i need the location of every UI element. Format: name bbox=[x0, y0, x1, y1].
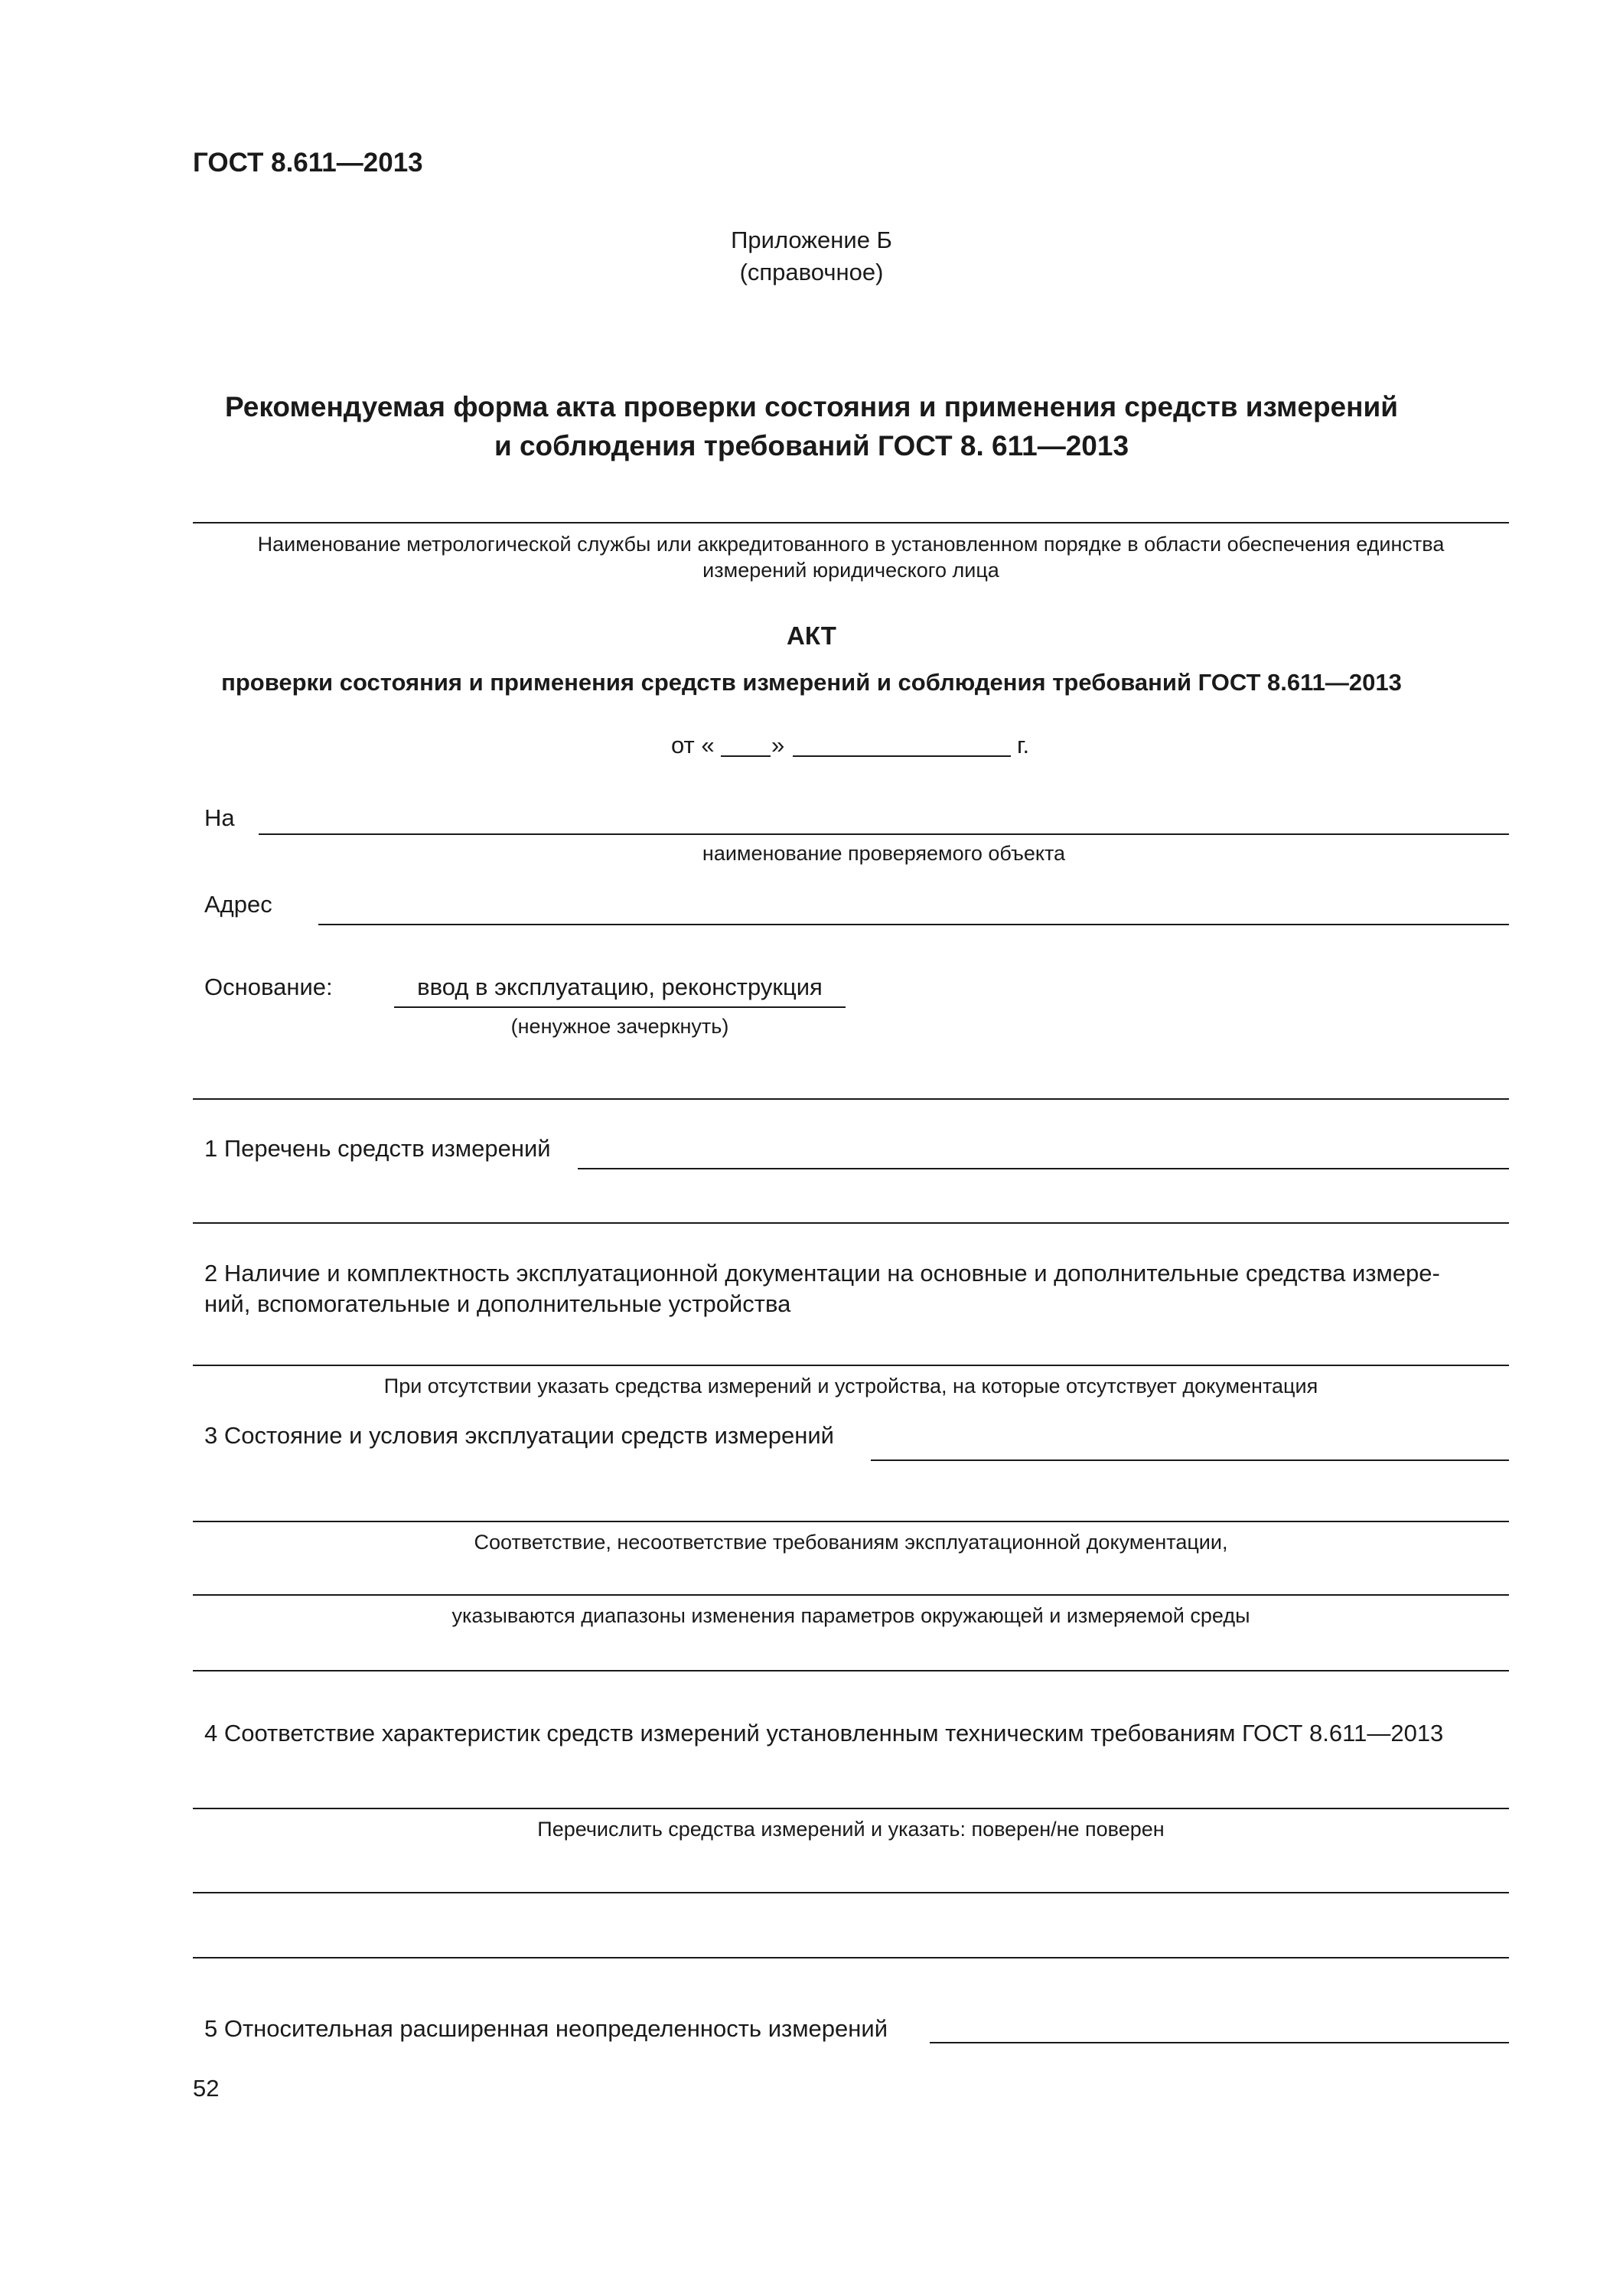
date-mid: » bbox=[771, 732, 785, 758]
section-3-caption2: указываются диапазоны изменения параметров окружающей и измеряемой среды bbox=[451, 1604, 1250, 1627]
address-field[interactable] bbox=[318, 924, 1509, 925]
section-4-caption: Перечислить средства измерений и указать: поверен/не поверен bbox=[537, 1818, 1165, 1841]
section-3-caption1: Соответствие, несоответствие требованиям эксплуатационной документации, bbox=[474, 1531, 1228, 1554]
address-label: Адрес bbox=[204, 891, 272, 918]
section-2-field[interactable] bbox=[193, 1365, 1509, 1366]
annex-title: Приложение Б bbox=[731, 227, 892, 253]
na-label: На bbox=[204, 804, 235, 831]
form-title-line1: Рекомендуемая форма акта проверки состояния и применения средств измерений bbox=[225, 391, 1398, 422]
section-3-line4[interactable] bbox=[193, 1670, 1509, 1671]
section-3-line2[interactable] bbox=[193, 1521, 1509, 1522]
org-caption-line2: измерений юридического лица bbox=[702, 559, 999, 582]
section-4-line3[interactable] bbox=[193, 1957, 1509, 1958]
basis-label: Основание: bbox=[204, 974, 333, 1000]
act-subtitle: проверки состояния и применения средств измерений и соблюдения требований ГОСТ 8.611—2013 bbox=[221, 669, 1402, 696]
section-3-line3[interactable] bbox=[193, 1594, 1509, 1596]
na-caption: наименование проверяемого объекта bbox=[702, 842, 1066, 865]
document-header: ГОСТ 8.611—2013 bbox=[193, 148, 423, 178]
page-number: 52 bbox=[193, 2075, 220, 2102]
basis-caption: (ненужное зачеркнуть) bbox=[510, 1015, 729, 1038]
section-4-label: 4 Соответствие характеристик средств измерений установленным техническим требованиям ГОСТ 8.611—2013 bbox=[204, 1720, 1444, 1746]
basis-value: ввод в эксплуатацию, реконструкция bbox=[417, 974, 823, 1000]
section-2-line2: ний, вспомогательные и дополнительные устройства bbox=[204, 1290, 791, 1317]
section-3-label: 3 Состояние и условия эксплуатации средств измерений bbox=[204, 1422, 834, 1449]
annex-type: (справочное) bbox=[739, 259, 884, 285]
section-3-field[interactable] bbox=[871, 1459, 1509, 1461]
section-1-field[interactable] bbox=[578, 1168, 1509, 1169]
section-4-field[interactable] bbox=[193, 1808, 1509, 1809]
date-day-field[interactable] bbox=[721, 755, 771, 757]
basis-field[interactable] bbox=[394, 1006, 846, 1008]
act-title: АКТ bbox=[787, 621, 836, 650]
inspected-object-field[interactable] bbox=[259, 833, 1509, 835]
org-caption-line1: Наименование метрологической службы или аккредитованного в установленном порядке в области обеспечения единства bbox=[257, 533, 1445, 556]
section-1-extra-line[interactable] bbox=[193, 1222, 1509, 1224]
section-4-line2[interactable] bbox=[193, 1892, 1509, 1893]
section-1-label: 1 Перечень средств измерений bbox=[204, 1135, 551, 1162]
section-2-caption: При отсутствии указать средства измерений и устройства, на которые отсутствует документация bbox=[383, 1375, 1318, 1397]
section-5-field[interactable] bbox=[930, 2042, 1509, 2043]
form-title-line2: и соблюдения требований ГОСТ 8. 611—2013 bbox=[494, 430, 1129, 461]
section-5-label: 5 Относительная расширенная неопределенность измерений bbox=[204, 2015, 888, 2042]
date-suffix: г. bbox=[1017, 732, 1030, 758]
org-name-line[interactable] bbox=[193, 522, 1509, 523]
date-prefix: от « bbox=[671, 732, 715, 758]
basis-extra-line[interactable] bbox=[193, 1098, 1509, 1100]
date-month-year-field[interactable] bbox=[793, 755, 1011, 757]
section-2-line1: 2 Наличие и комплектность эксплуатационной документации на основные и дополнительные средства измере- bbox=[204, 1260, 1440, 1287]
